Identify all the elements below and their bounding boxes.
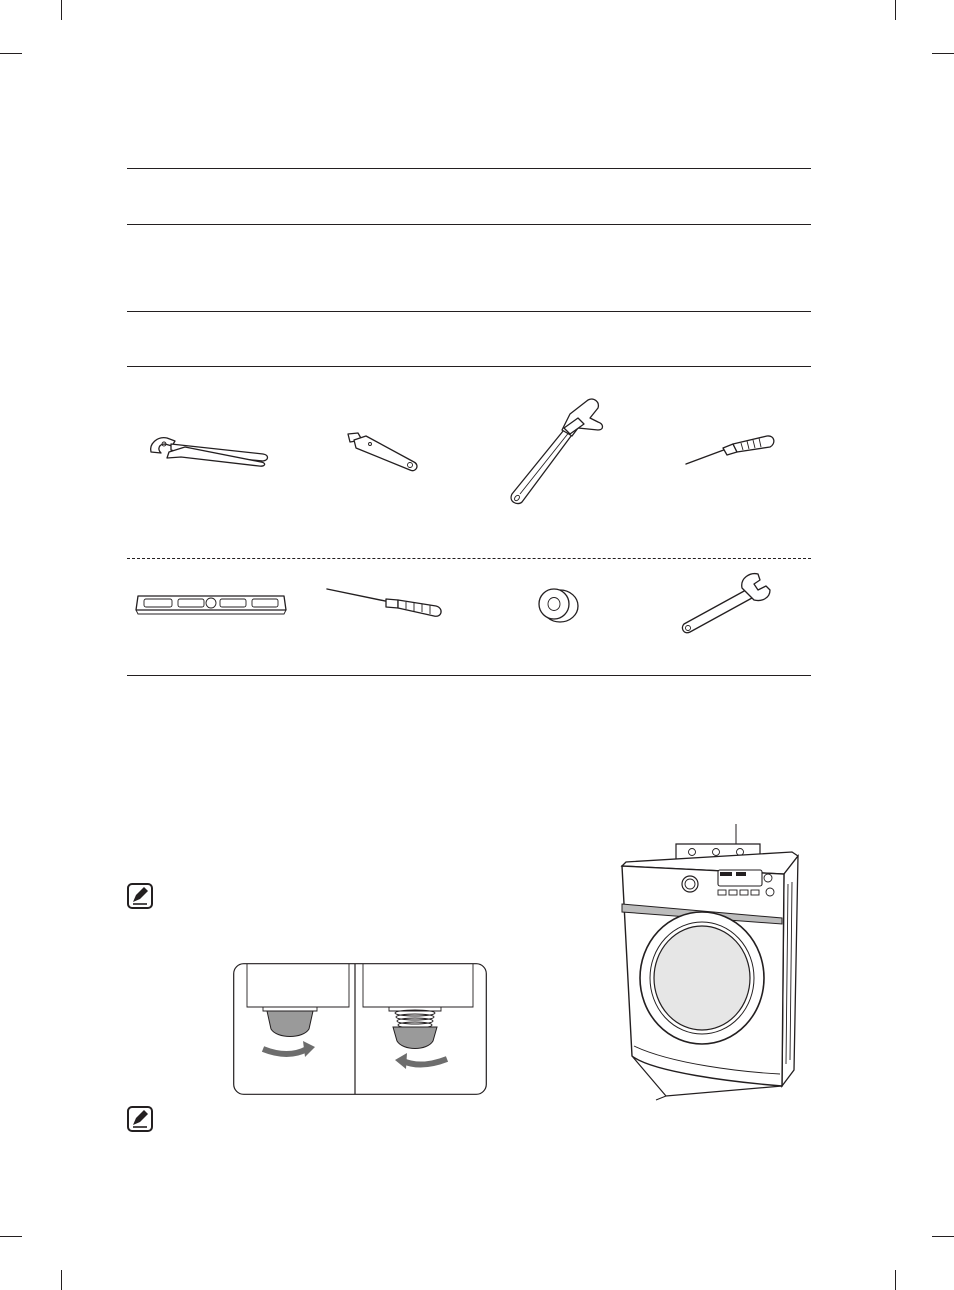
carpenter-level-icon: [134, 590, 288, 616]
small-screwdriver-icon: [683, 434, 777, 468]
table-dashed-rule: [127, 558, 811, 559]
crop-mark: [61, 1270, 62, 1290]
table-rule: [127, 675, 811, 676]
leveling-feet-illustration: [233, 963, 487, 1095]
table-rule: [127, 366, 811, 367]
crop-mark: [0, 1236, 22, 1237]
table-rule: [127, 168, 811, 169]
tape-roll-icon: [536, 584, 582, 624]
flat-screwdriver-icon: [324, 586, 444, 620]
crop-mark: [61, 0, 62, 20]
note-icon: [127, 883, 153, 909]
table-rule: [127, 224, 811, 225]
crop-mark: [932, 1236, 954, 1237]
crop-mark: [895, 0, 896, 20]
crop-mark: [0, 53, 22, 54]
table-rule: [127, 311, 811, 312]
slip-joint-pliers-icon: [145, 432, 271, 468]
note-icon: [127, 1106, 153, 1132]
washer-with-level-illustration: [612, 824, 806, 1110]
crop-mark: [932, 53, 954, 54]
adjustable-wrench-icon: [680, 570, 776, 636]
pipe-wrench-icon: [506, 398, 608, 508]
crop-mark: [895, 1270, 896, 1290]
utility-knife-icon: [344, 430, 420, 474]
